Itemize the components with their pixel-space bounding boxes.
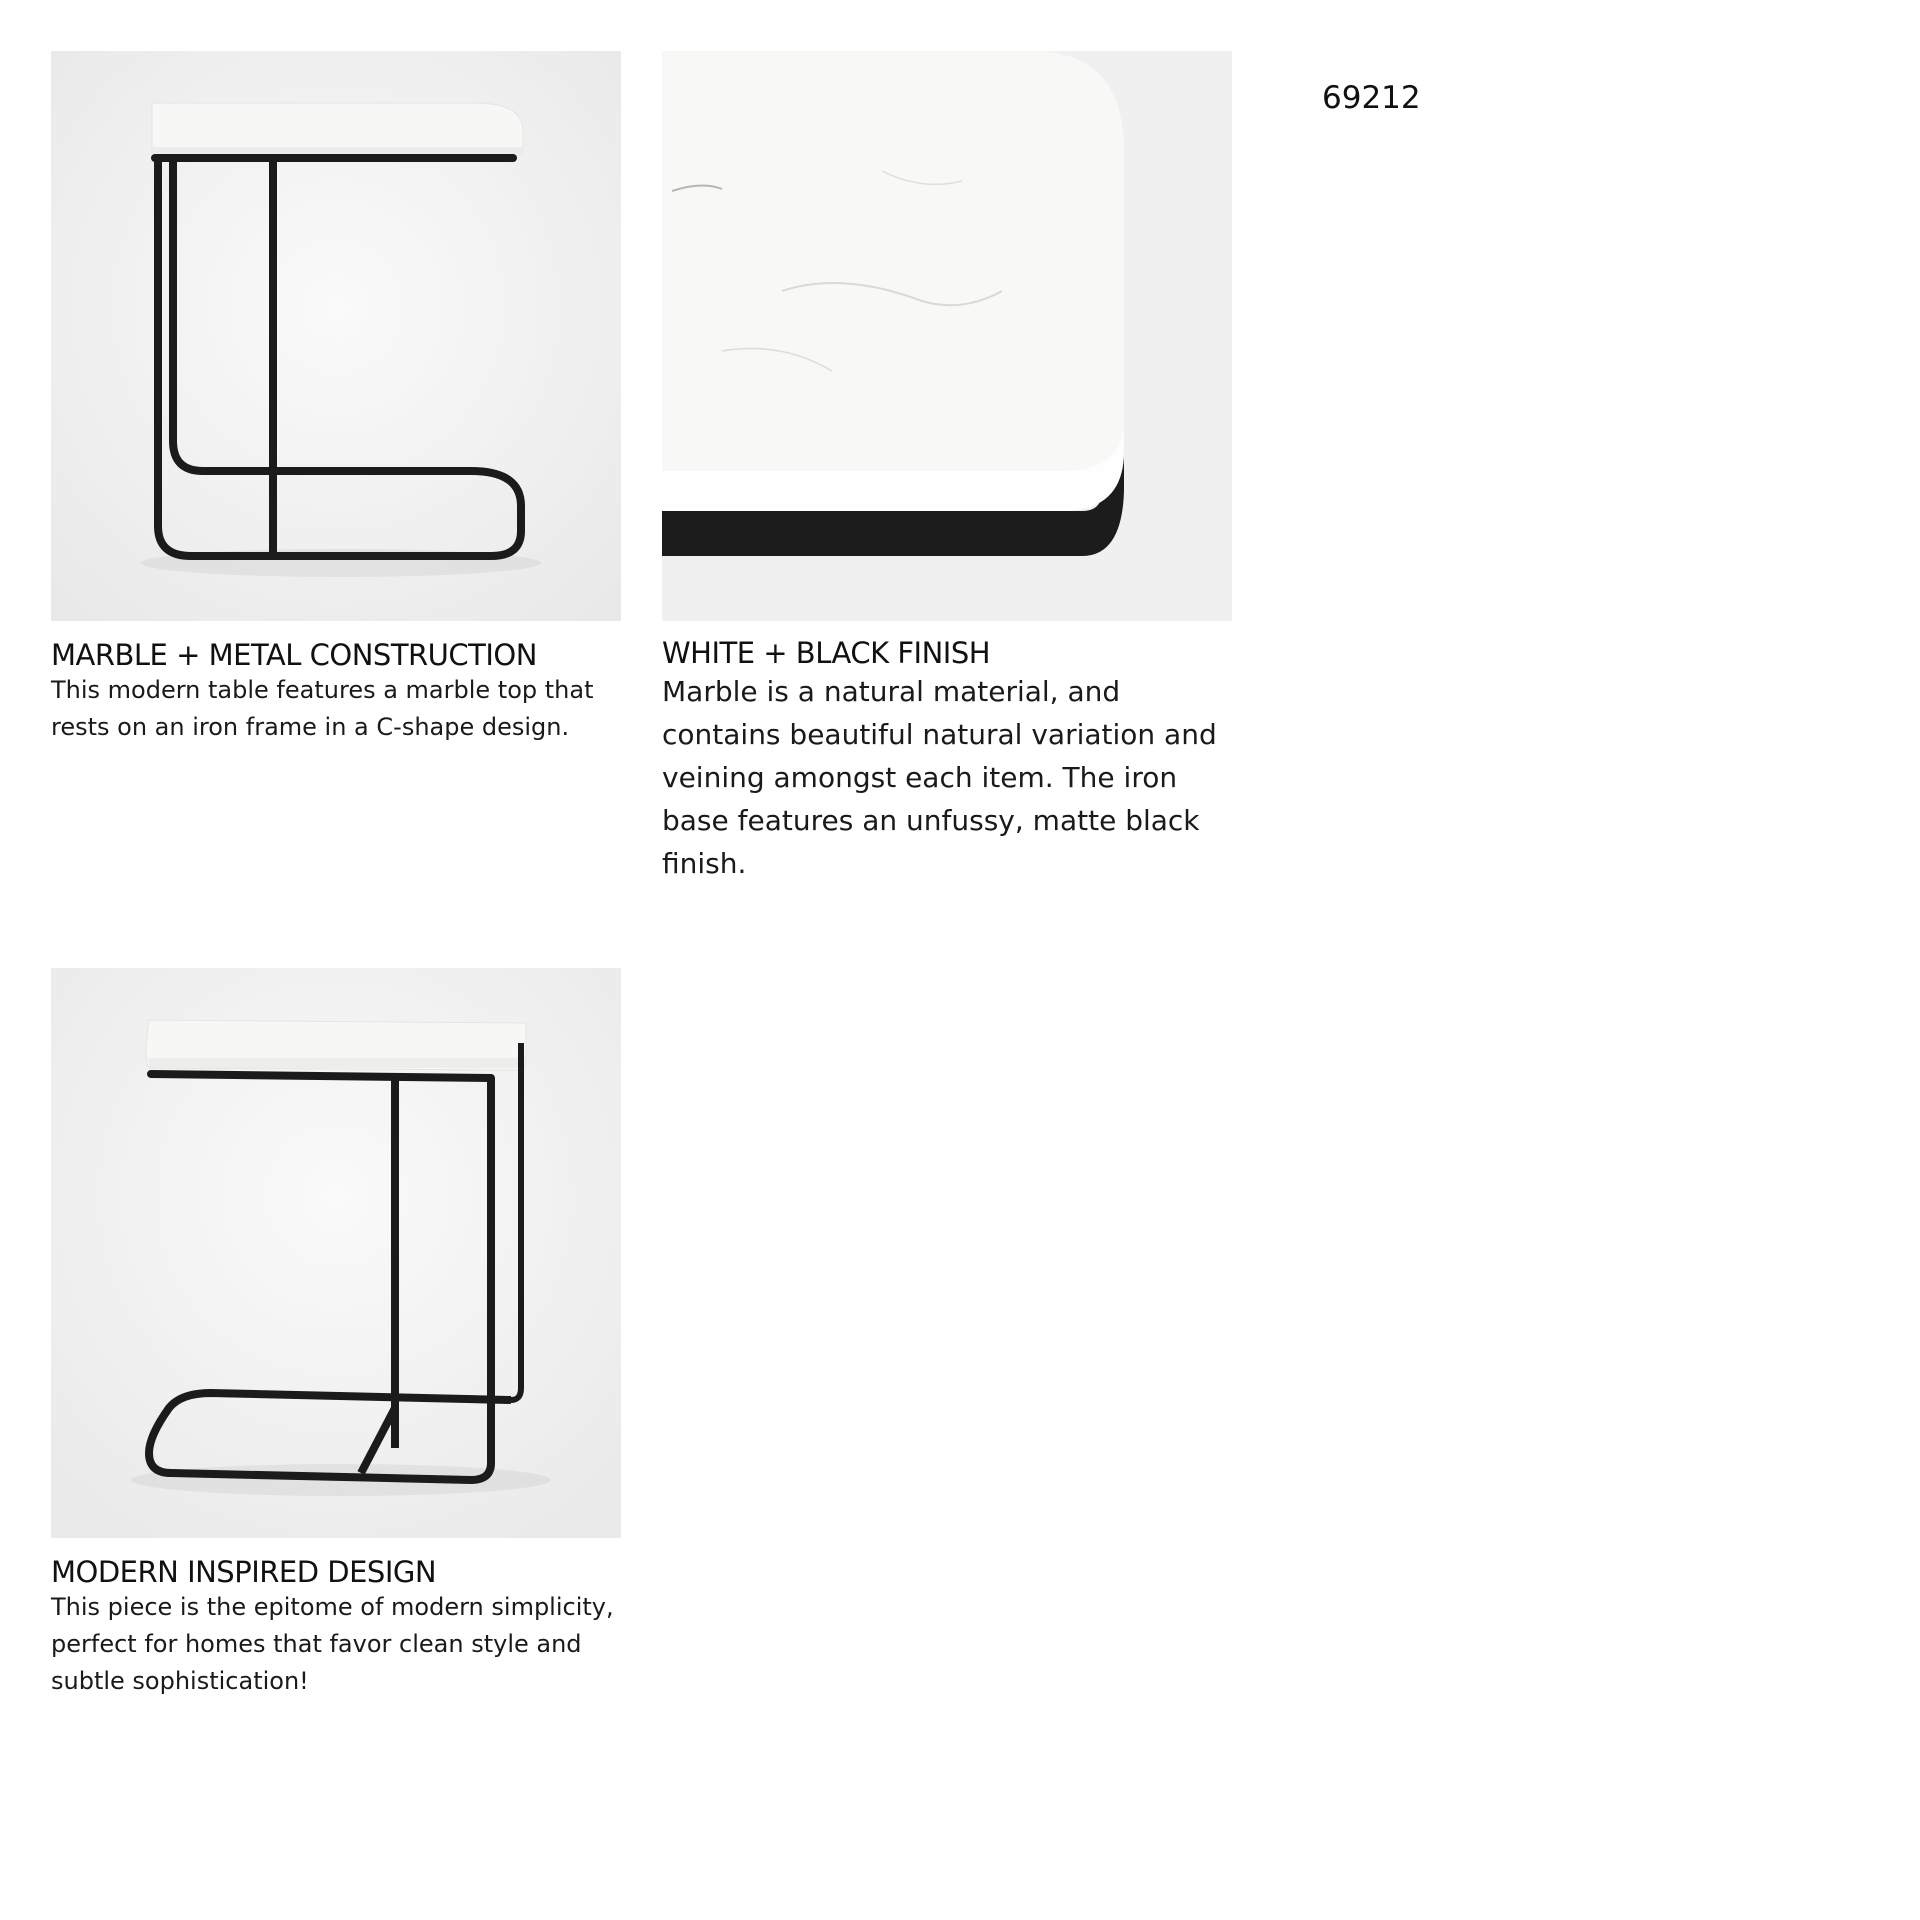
c-table-front-illustration — [51, 51, 621, 621]
feature-description: Marble is a natural material, and contains beautiful natural variation and veining amongst each item. The iron base features an unfussy, matte black finish. — [662, 675, 1217, 880]
feature-block-construction — [51, 638, 626, 746]
feature-description: This modern table features a marble top that rests on an iron frame in a C-shape design. — [51, 676, 594, 741]
c-table-angle-illustration — [51, 968, 621, 1538]
marble-corner-illustration — [662, 51, 1232, 621]
feature-description: This piece is the epitome of modern simplicity, perfect for homes that favor clean style and subtle sophistication! — [51, 1593, 614, 1695]
feature-title: MARBLE + METAL CONSTRUCTION — [51, 638, 537, 672]
feature-block-finish — [662, 636, 1232, 885]
product-photo-angle-view — [51, 968, 621, 1538]
product-sku: 69212 — [1322, 80, 1421, 116]
product-photo-corner-detail — [662, 51, 1232, 621]
feature-title: MODERN INSPIRED DESIGN — [51, 1555, 437, 1589]
feature-title: WHITE + BLACK FINISH — [662, 636, 991, 670]
feature-block-design — [51, 1555, 626, 1700]
product-photo-front-view — [51, 51, 621, 621]
